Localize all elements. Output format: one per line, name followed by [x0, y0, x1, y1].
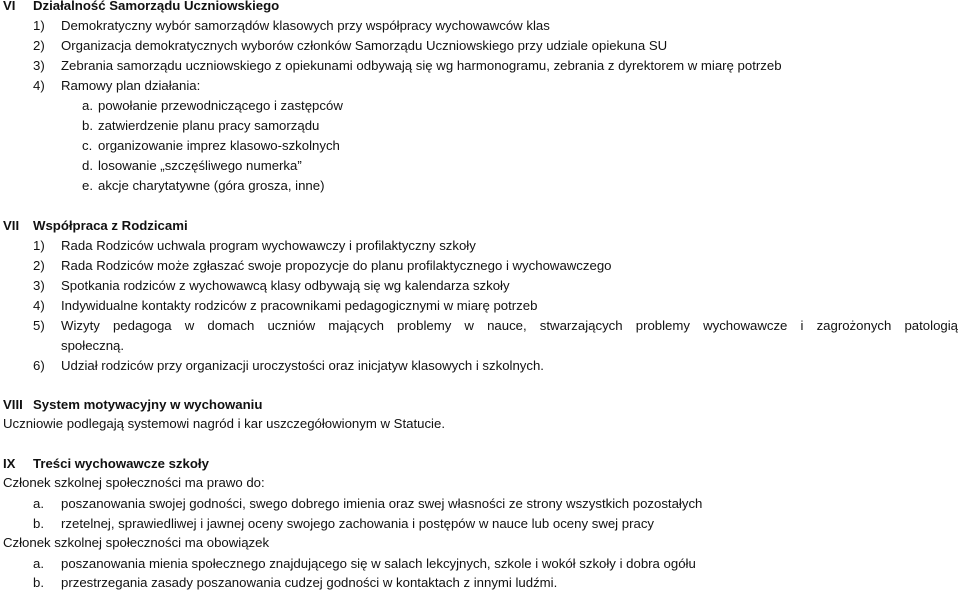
section-title: Współpraca z Rodzicami — [33, 218, 188, 233]
item-number: 1) — [33, 238, 45, 253]
section-title: System motywacyjny w wychowaniu — [33, 397, 263, 412]
item-text: poszanowania mienia społecznego znajdującego się w salach lekcyjnych, szkole i wokół szkoły i dobra ogółu — [61, 556, 696, 571]
item-text: społeczną. — [61, 338, 125, 353]
item-text: rzetelnej, sprawiedliwej i jawnej oceny swojego zachowania i postępów w nauce lub oceny swej pracy — [61, 516, 655, 531]
item-text: powołanie przewodniczącego i zastępców — [98, 98, 343, 113]
section-number: VI — [3, 0, 16, 13]
paragraph-text: Uczniowie podlegają systemowi nagród i kar uszczegółowionym w Statucie. — [3, 416, 445, 431]
item-text: losowanie „szczęśliwego numerka” — [98, 158, 302, 173]
item-letter: b. — [33, 575, 44, 590]
item-number: 2) — [33, 258, 45, 273]
item-number: 6) — [33, 358, 45, 373]
item-letter: a. — [33, 496, 44, 511]
item-text: akcje charytatywne (góra grosza, inne) — [98, 178, 325, 193]
item-text: Spotkania rodziców z wychowawcą klasy odbywają się wg kalendarza szkoły — [61, 278, 510, 293]
section-number: IX — [3, 456, 16, 471]
item-number: 4) — [33, 298, 45, 313]
item-text: Organizacja demokratycznych wyborów członków Samorządu Uczniowskiego przy udziale opiekuna SU — [61, 38, 668, 53]
section-number: VII — [3, 218, 20, 233]
section-title: Treści wychowawcze szkoły — [33, 456, 209, 471]
item-letter: a. — [82, 98, 93, 113]
item-number: 1) — [33, 18, 45, 33]
item-number: 3) — [33, 278, 45, 293]
item-letter: b. — [82, 118, 93, 133]
item-text: Indywidualne kontakty rodziców z pracownikami pedagogicznymi w miarę potrzeb — [61, 298, 538, 313]
item-letter: d. — [82, 158, 93, 173]
item-text: Udział rodziców przy organizacji uroczystości oraz inicjatyw klasowych i szkolnych. — [61, 358, 544, 373]
item-letter: c. — [82, 138, 93, 153]
item-letter: b. — [33, 516, 44, 531]
item-number: 3) — [33, 58, 45, 73]
item-letter: e. — [82, 178, 93, 193]
item-text: organizowanie imprez klasowo-szkolnych — [98, 138, 340, 153]
section-number: VIII — [3, 397, 23, 412]
item-text: zatwierdzenie planu pracy samorządu — [98, 118, 320, 133]
item-text: Rada Rodziców uchwala program wychowawczy i profilaktyczny szkoły — [61, 238, 476, 253]
item-text: Zebrania samorządu uczniowskiego z opiekunami odbywają się wg harmonogramu, zebrania z dyrektorem w miarę potrzeb — [61, 58, 782, 73]
item-text: przestrzegania zasady poszanowania cudzej godności w kontaktach z innymi ludźmi. — [61, 575, 558, 590]
paragraph-text: Członek szkolnej społeczności ma prawo do: — [3, 475, 265, 490]
item-letter: a. — [33, 556, 44, 571]
section-title: Działalność Samorządu Uczniowskiego — [33, 0, 280, 13]
item-number: 2) — [33, 38, 45, 53]
item-text: poszanowania swojej godności, swego dobrego imienia oraz swej własności ze strony wszystkich pozostałych — [61, 496, 703, 511]
item-text: Rada Rodziców może zgłaszać swoje propozycje do planu profilaktycznego i wychowawczego — [61, 258, 612, 273]
item-text: Wizyty pedagoga w domach uczniów mających problemy w nauce, stwarzających problemy wychowawcze i zagrożonych patologią — [61, 318, 958, 333]
paragraph-text: Członek szkolnej społeczności ma obowiązek — [3, 535, 270, 550]
item-number: 4) — [33, 78, 45, 93]
item-number: 5) — [33, 318, 45, 333]
item-text: Ramowy plan działania: — [61, 78, 201, 93]
item-text: Demokratyczny wybór samorządów klasowych przy współpracy wychowawców klas — [61, 18, 550, 33]
